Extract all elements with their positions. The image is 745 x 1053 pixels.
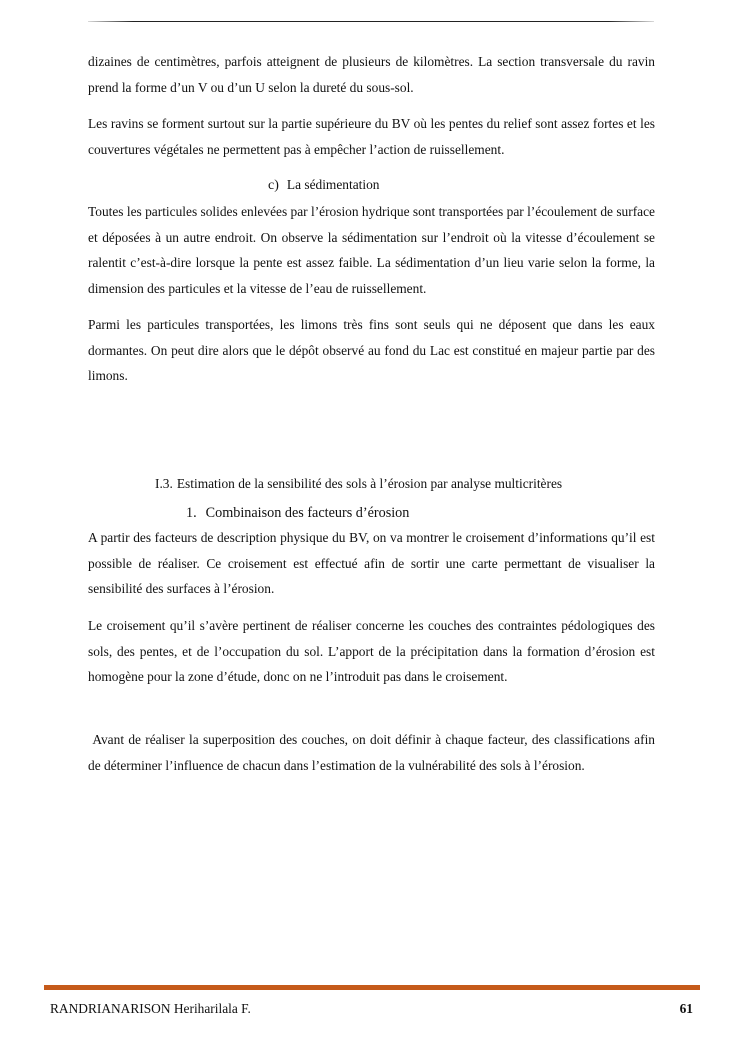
subsection-number: 1. <box>186 505 197 521</box>
subsection-title-text: Combinaison des facteurs d’érosion <box>205 505 410 521</box>
heading-sedimentation <box>268 176 379 195</box>
footer-author: RANDRIANARISON Heriharilala F. <box>50 1001 251 1016</box>
header-rule <box>88 21 654 22</box>
paragraph-croisement-couches: Le croisement qu’il s’avère pertinent de réaliser concerne les couches des contraintes pédologiques des sols, des pentes, et de l’occupation du sol. L’apport de la précipitation dans la formation d’érosion est homogène pour la zone d’étude, donc on ne l’introduit pas dans le croisement. <box>88 618 655 684</box>
paragraph-ravins-formation: Les ravins se forment surtout sur la partie supérieure du BV où les pentes du relief sont assez fortes et les couvertures végétales ne permettent pas à empêcher l’action de ruissellement. <box>88 116 655 157</box>
paragraph-sedimentation: Toutes les particules solides enlevées par l’érosion hydrique sont transportées par l’écoulement de surface et déposées à un autre endroit. On observe la sédimentation sur l’endroit où la vitesse d’écoulement se ralentit c’est-à-dire lorsque la pente est assez faible. La sédimentation d’un lieu varie selon la forme, la dimension des particules et la vitesse de l’eau de ruissellement. <box>88 204 655 296</box>
paragraph-superposition: Avant de réaliser la superposition des couches, on doit définir à chaque facteur, des classifications afin de déterminer l’influence de chacun dans l’estimation de la vulnérabilité des sols à l’érosion. <box>88 732 659 773</box>
heading-sedimentation-label: c) <box>268 178 279 193</box>
paragraph-limons: Parmi les particules transportées, les limons très fins sont seuls qui ne déposent que dans les eaux dormantes. On peut dire alors que le dépôt observé au fond du Lac est constitué en majeur partie par des limons. <box>88 317 655 383</box>
section-title-text: Estimation de la sensibilité des sols à l’érosion par analyse multicritères <box>176 476 563 491</box>
heading-sedimentation-text: La sédimentation <box>286 177 380 192</box>
section-title <box>155 475 562 493</box>
paragraph-croisement-intro: A partir des facteurs de description physique du BV, on va montrer le croisement d’informations qu’il est possible de réaliser. Ce croisement est effectué afin de sortir une carte permettant de visualiser la sensibilité des surfaces à l’érosion. <box>88 530 655 596</box>
subsection-title <box>186 504 409 522</box>
footer-bar <box>44 985 700 990</box>
page-number: 61 <box>679 1001 693 1016</box>
paragraph-ravin-section: dizaines de centimètres, parfois atteignent de plusieurs de kilomètres. La section transversale du ravin prend la forme d’un V ou d’un U selon la dureté du sous-sol. <box>88 54 655 95</box>
section-number: I.3. <box>155 476 173 491</box>
